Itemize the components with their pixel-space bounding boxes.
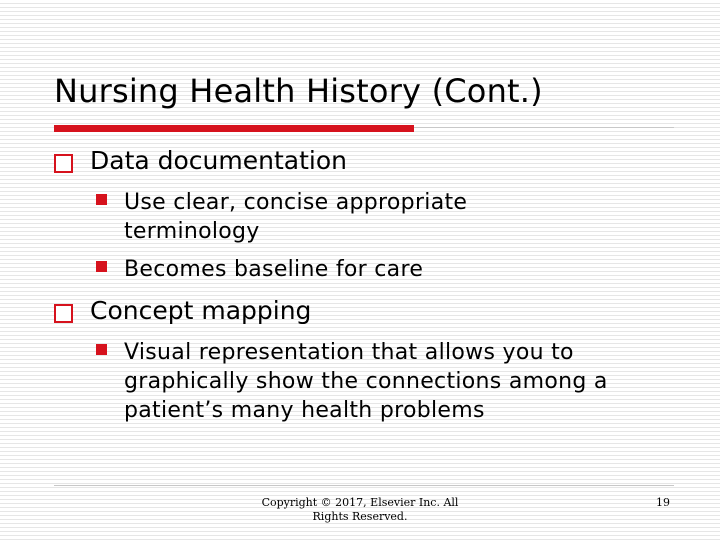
title-underline-accent: [54, 125, 414, 132]
slide-title: Nursing Health History (Cont.): [54, 72, 543, 110]
bullet-label: Data documentation: [90, 146, 347, 175]
sub-bullet-label: Becomes baseline for care: [124, 257, 424, 282]
copyright-notice: Copyright © 2017, Elsevier Inc. All Rights Reserved.: [261, 496, 459, 523]
hollow-square-bullet-icon: [54, 154, 73, 173]
sub-bullet-label: Use clear, concise appropriate terminology: [124, 190, 468, 244]
page-number: 19: [656, 496, 670, 509]
hollow-square-bullet-icon: [54, 304, 73, 323]
sub-bullet-label: Visual representation that allows you to graphically show the connections among a patient’s many health problems: [124, 340, 608, 423]
bullet-label: Concept mapping: [90, 296, 312, 325]
filled-square-bullet-icon: [96, 261, 107, 272]
filled-square-bullet-icon: [96, 194, 107, 205]
title-underline-rule: [414, 127, 674, 128]
filled-square-bullet-icon: [96, 344, 107, 355]
footer-rule: [54, 485, 674, 486]
